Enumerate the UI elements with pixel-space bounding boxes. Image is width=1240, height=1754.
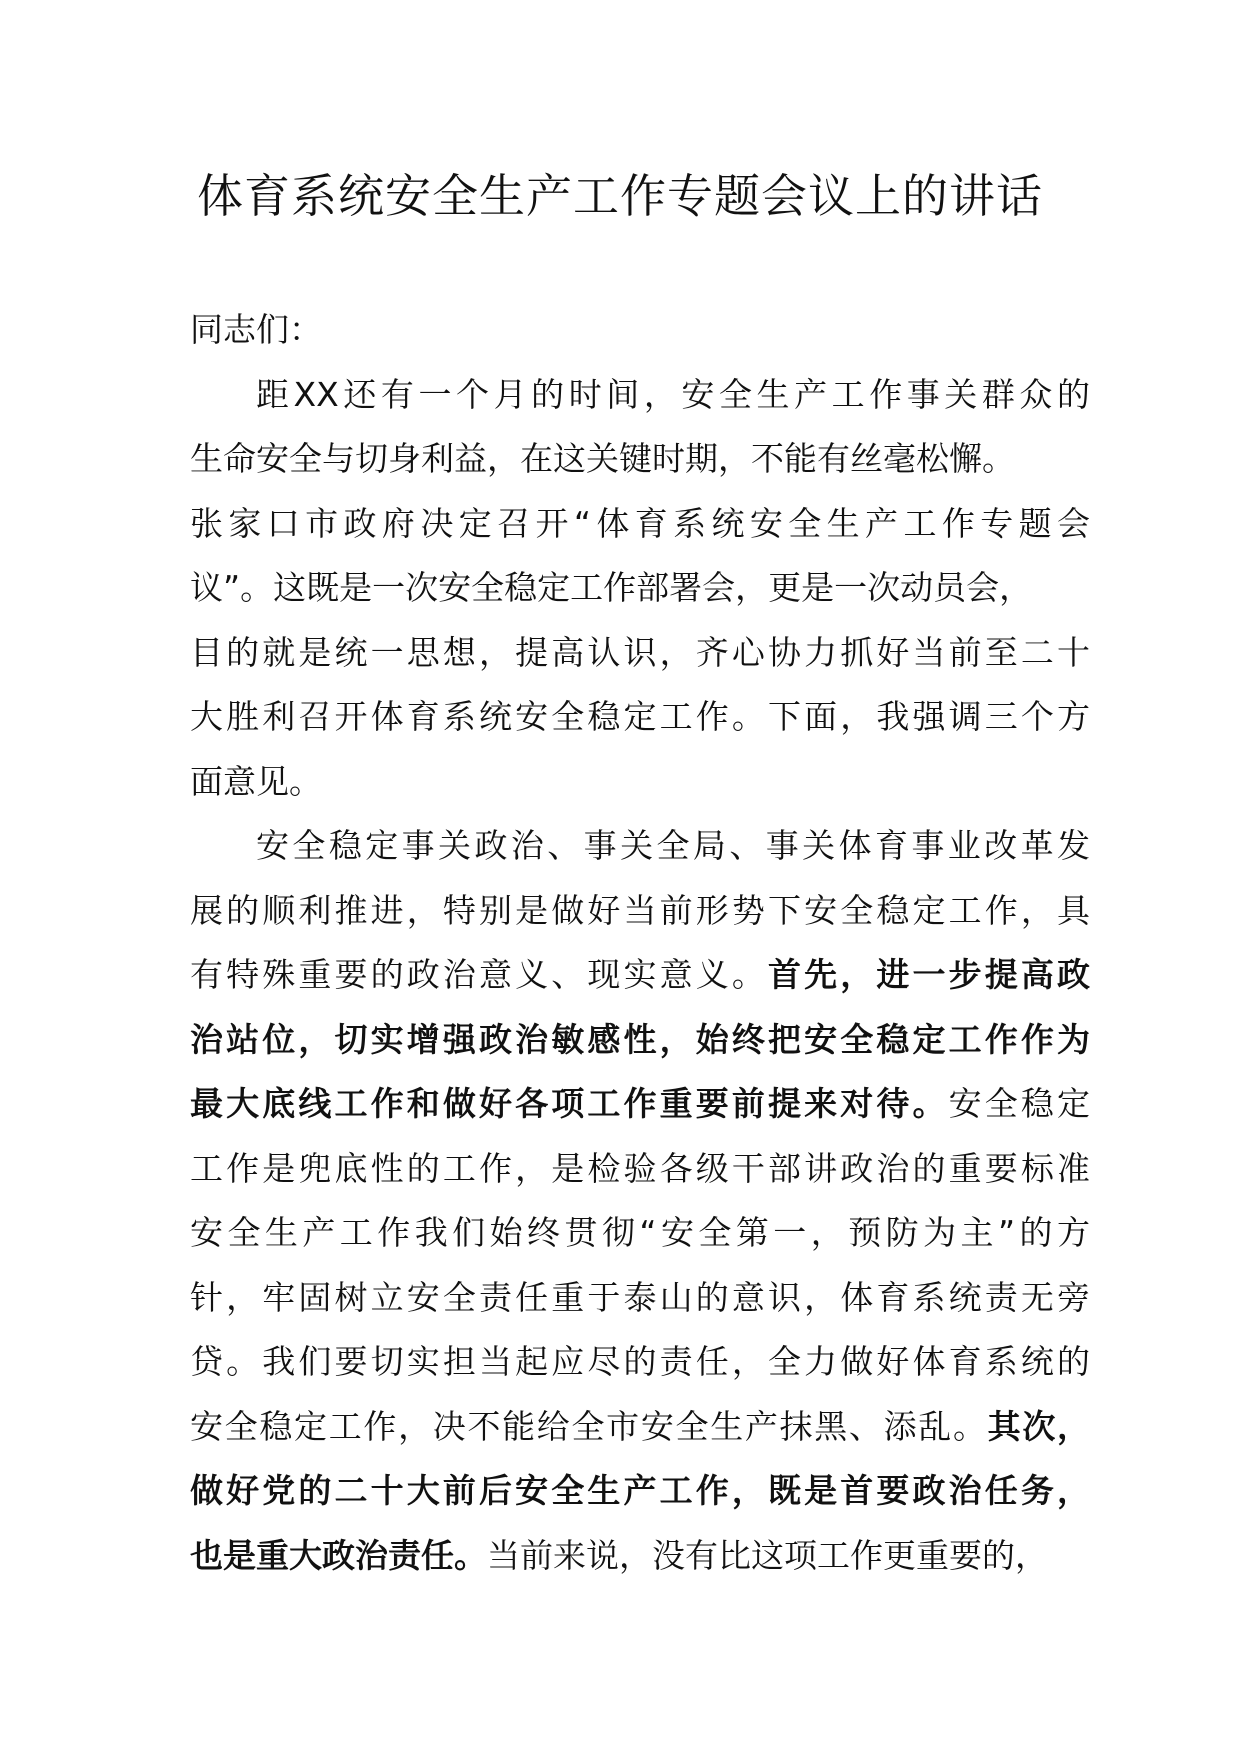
text-segment: 议”。这既是一次安全稳定工作部署会，更是一次动员会， [190, 568, 1033, 607]
text-segment: 安全稳定工作，决不能给全市安全生产抹黑、添乱。 [190, 1406, 988, 1446]
text-segment: 安全生产工作我们始终贯彻“安全第一，预防为主”的方 [190, 1213, 1090, 1252]
document-title: 体育系统安全生产工作专题会议上的讲话 [197, 169, 1043, 223]
text-segment: 大胜利召开体育系统安全稳定工作。下面，我强调三个方 [190, 697, 1090, 736]
body-line [190, 492, 1090, 557]
body-line [190, 1201, 1090, 1266]
body-line [190, 1459, 1090, 1524]
body-line [190, 879, 1090, 944]
text-segment: 张家口市政府决定召开“体育系统安全生产工作专题会 [190, 503, 1090, 543]
text-segment: 针，牢固树立安全责任重于泰山的意识，体育系统责无旁 [190, 1277, 1090, 1317]
body-line [190, 1072, 1090, 1137]
body-line [190, 427, 1090, 492]
text-segment: 安全稳定 [948, 1084, 1090, 1123]
text-segment: 安全稳定事关政治、事关全局、事关体育事业改革发 [256, 826, 1090, 865]
body-line [190, 1330, 1090, 1395]
bold-text-segment: 最大底线工作和做好各项工作重要前提来对待。 [190, 1084, 949, 1123]
text-segment: 生命安全与切身利益，在这关键时期，不能有丝毫松懈。 [190, 439, 1015, 478]
body-line [190, 363, 1090, 428]
body-line [190, 1266, 1090, 1331]
text-segment: 面意见。 [190, 761, 322, 801]
body-line [190, 556, 1090, 621]
bold-text-segment: 其次， [987, 1406, 1090, 1446]
body-line [190, 1395, 1090, 1460]
bold-text-segment: 做好党的二十大前后安全生产工作，既是首要政治任务， [190, 1471, 1090, 1510]
body-line [190, 685, 1090, 750]
body-line [190, 814, 1090, 879]
body-line [190, 1524, 1090, 1589]
text-segment: 贷。我们要切实担当起应尽的责任，全力做好体育系统的 [190, 1342, 1090, 1381]
text-segment: 工作是兜底性的工作，是检验各级干部讲政治的重要标准 [190, 1148, 1090, 1188]
bold-text-segment: 首先，进一步提高政 [768, 955, 1090, 994]
body-line [190, 1137, 1090, 1202]
text-segment: 当前来说，没有比这项工作更重要的， [487, 1535, 1048, 1575]
body-line [190, 621, 1090, 686]
greeting-line: 同志们： [190, 310, 322, 349]
text-segment: 距XX还有一个月的时间，安全生产工作事关群众的 [256, 374, 1090, 414]
body-line [190, 943, 1090, 1008]
bold-text-segment: 治站位，切实增强政治敏感性，始终把安全稳定工作作为 [190, 1019, 1090, 1059]
document-body [190, 298, 1090, 1588]
body-line [190, 750, 1090, 815]
text-segment: 有特殊重要的政治意义、现实意义。 [190, 955, 768, 994]
text-segment: 目的就是统一思想，提高认识，齐心协力抓好当前至二十 [190, 632, 1090, 672]
body-line [190, 1008, 1090, 1073]
text-segment: 展的顺利推进，特别是做好当前形势下安全稳定工作，具 [190, 890, 1090, 930]
bold-text-segment: 也是重大政治责任。 [190, 1535, 487, 1575]
